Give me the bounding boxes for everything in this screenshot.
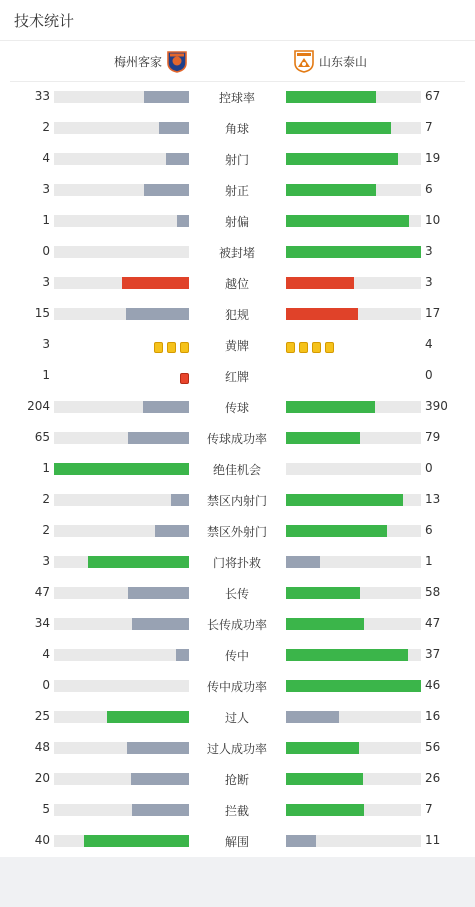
home-stat-value: 0: [42, 678, 50, 692]
away-stat-bar: [286, 618, 421, 630]
stat-label: 过人成功率: [206, 742, 267, 756]
home-stat-bar-fill: [127, 742, 189, 754]
away-stat-bar: [286, 91, 421, 103]
stat-label: 控球率: [218, 91, 255, 105]
stat-row: [0, 174, 475, 205]
home-stat-bar: [54, 277, 189, 289]
away-stat-value: 26: [425, 771, 441, 785]
home-stat-bar: [54, 494, 189, 506]
home-stat-bar-fill: [144, 184, 189, 196]
home-cards: [176, 369, 189, 383]
away-stat-bar: [286, 804, 421, 816]
away-stat-bar-fill: [286, 184, 376, 196]
stat-row: [0, 515, 475, 546]
stat-label: 越位: [224, 277, 249, 291]
stat-row: [0, 81, 475, 112]
stat-row: [0, 670, 475, 701]
stat-row: [0, 267, 475, 298]
home-stat-bar: [54, 618, 189, 630]
home-stat-value: 25: [34, 709, 50, 723]
stat-label: 传中: [224, 649, 249, 663]
away-stat-bar-fill: [286, 835, 316, 847]
away-stat-value: 17: [425, 306, 441, 320]
home-stat-bar: [54, 184, 189, 196]
stat-row: [0, 825, 475, 856]
away-stat-value: 19: [425, 151, 441, 165]
stat-row: [0, 577, 475, 608]
stat-label: 长传: [224, 587, 249, 601]
away-stat-value: 7: [425, 120, 433, 134]
stat-label: 传中成功率: [206, 680, 267, 694]
stat-label: 射偏: [224, 215, 249, 229]
away-stat-value: 3: [425, 244, 433, 258]
home-stat-bar: [54, 153, 189, 165]
away-stat-bar: [286, 246, 421, 258]
home-stat-bar-fill: [144, 91, 189, 103]
stat-row: [0, 701, 475, 732]
away-stat-value: 56: [425, 740, 441, 754]
yellow-card-icon: [312, 342, 321, 353]
stat-label: 射门: [224, 153, 249, 167]
yellow-card-icon: [167, 342, 176, 353]
panel-title: 技术统计: [14, 12, 75, 30]
away-stat-bar-fill: [286, 680, 421, 692]
home-stat-bar: [54, 91, 189, 103]
away-stat-bar: [286, 835, 421, 847]
home-stat-bar-fill: [132, 618, 189, 630]
away-stat-bar: [286, 742, 421, 754]
away-stat-value: 37: [425, 647, 441, 661]
stat-row: [0, 422, 475, 453]
stat-row: [0, 205, 475, 236]
stats-list: [0, 81, 475, 856]
away-stat-bar: [286, 711, 421, 723]
stat-row: [0, 484, 475, 515]
home-stat-value: 3: [42, 182, 50, 196]
away-stat-bar: [286, 432, 421, 444]
away-stat-bar: [286, 773, 421, 785]
home-stat-bar: [54, 804, 189, 816]
away-stat-bar: [286, 277, 421, 289]
home-stat-bar-fill: [143, 401, 189, 413]
home-stat-value: 47: [34, 585, 50, 599]
away-stat-bar-fill: [286, 277, 354, 289]
away-stat-value: 7: [425, 802, 433, 816]
yellow-card-icon: [299, 342, 308, 353]
stat-label: 抢断: [224, 773, 249, 787]
away-stat-bar-fill: [286, 711, 339, 723]
away-stat-bar: [286, 122, 421, 134]
home-stat-bar-fill: [171, 494, 189, 506]
home-stat-value: 204: [27, 399, 50, 413]
stat-row: [0, 391, 475, 422]
away-stat-bar-fill: [286, 804, 364, 816]
away-stat-value: 390: [425, 399, 448, 413]
home-stat-bar-fill: [177, 215, 189, 227]
away-stat-value: 0: [425, 368, 433, 382]
away-stat-bar: [286, 215, 421, 227]
home-stat-bar-fill: [132, 804, 189, 816]
stat-label: 红牌: [224, 370, 249, 384]
away-stat-bar: [286, 525, 421, 537]
home-stat-bar: [54, 246, 189, 258]
home-stat-value: 0: [42, 244, 50, 258]
stat-row: [0, 608, 475, 639]
stat-row: [0, 732, 475, 763]
home-stat-value: 4: [42, 647, 50, 661]
home-stat-bar: [54, 432, 189, 444]
teams-header: [0, 41, 475, 81]
home-stat-bar: [54, 215, 189, 227]
stat-label: 禁区外射门: [206, 525, 267, 539]
home-stat-bar: [54, 401, 189, 413]
home-stat-bar-fill: [159, 122, 189, 134]
home-stat-value: 3: [42, 554, 50, 568]
home-stat-bar: [54, 773, 189, 785]
home-stat-value: 3: [42, 337, 50, 351]
stat-label: 过人: [224, 711, 249, 725]
home-stat-bar: [54, 463, 189, 475]
home-stat-value: 34: [34, 616, 50, 630]
home-stat-bar-fill: [84, 835, 189, 847]
away-stat-value: 58: [425, 585, 441, 599]
home-stat-bar-fill: [131, 773, 189, 785]
yellow-card-icon: [180, 342, 189, 353]
stat-label: 绝佳机会: [212, 463, 261, 477]
home-stat-value: 2: [42, 120, 50, 134]
away-stat-value: 6: [425, 523, 433, 537]
away-stat-value: 67: [425, 89, 441, 103]
stat-row: [0, 236, 475, 267]
home-stat-bar-fill: [155, 525, 189, 537]
stat-row: [0, 112, 475, 143]
meizhou-hakka-logo-icon: [166, 49, 188, 73]
home-stat-value: 33: [34, 89, 50, 103]
home-stat-value: 20: [34, 771, 50, 785]
yellow-card-icon: [286, 342, 295, 353]
away-stat-bar-fill: [286, 153, 398, 165]
home-stat-bar: [54, 711, 189, 723]
stat-label: 长传成功率: [206, 618, 267, 632]
away-team-name: 山东泰山: [319, 55, 368, 69]
shandong-taishan-logo-icon: [293, 49, 315, 73]
stat-label: 解围: [224, 835, 249, 849]
home-stat-bar: [54, 587, 189, 599]
away-stat-bar-fill: [286, 246, 421, 258]
stat-label: 射正: [224, 184, 249, 198]
away-stat-bar-fill: [286, 308, 358, 320]
home-stat-bar: [54, 742, 189, 754]
stat-label: 黄牌: [224, 339, 249, 353]
away-stat-bar: [286, 184, 421, 196]
home-stat-bar-fill: [88, 556, 189, 568]
home-stat-bar-fill: [107, 711, 189, 723]
stat-row: [0, 763, 475, 794]
home-cards: [150, 338, 189, 352]
home-stat-value: 5: [42, 802, 50, 816]
away-stat-bar-fill: [286, 91, 376, 103]
away-stat-value: 6: [425, 182, 433, 196]
stat-row: [0, 639, 475, 670]
home-stat-value: 15: [34, 306, 50, 320]
stat-row: [0, 298, 475, 329]
away-stat-value: 16: [425, 709, 441, 723]
home-stat-bar: [54, 680, 189, 692]
home-stat-value: 65: [34, 430, 50, 444]
home-stat-value: 2: [42, 523, 50, 537]
stat-row: [0, 453, 475, 484]
home-stat-value: 1: [42, 213, 50, 227]
stat-label: 禁区内射门: [206, 494, 267, 508]
stat-row: [0, 143, 475, 174]
home-stat-value: 4: [42, 151, 50, 165]
red-card-icon: [180, 373, 189, 384]
stat-label: 传球成功率: [206, 432, 267, 446]
away-stat-bar-fill: [286, 525, 387, 537]
home-stat-value: 1: [42, 461, 50, 475]
away-stat-bar-fill: [286, 122, 391, 134]
home-stat-value: 2: [42, 492, 50, 506]
away-stat-bar-fill: [286, 556, 320, 568]
away-stat-value: 11: [425, 833, 441, 847]
home-stat-bar: [54, 308, 189, 320]
stat-label: 拦截: [224, 804, 249, 818]
away-stat-bar: [286, 153, 421, 165]
stat-row: [0, 794, 475, 825]
away-stat-value: 1: [425, 554, 433, 568]
away-stat-bar-fill: [286, 215, 409, 227]
home-stat-bar-fill: [166, 153, 189, 165]
home-stat-bar: [54, 525, 189, 537]
home-stat-bar-fill: [128, 587, 189, 599]
home-stat-value: 1: [42, 368, 50, 382]
stat-label: 传球: [224, 401, 249, 415]
stat-row: [0, 546, 475, 577]
away-stat-bar: [286, 680, 421, 692]
home-stat-value: 48: [34, 740, 50, 754]
away-stat-value: 3: [425, 275, 433, 289]
away-stat-bar-fill: [286, 494, 403, 506]
away-stat-value: 10: [425, 213, 441, 227]
home-stat-value: 3: [42, 275, 50, 289]
away-stat-value: 79: [425, 430, 441, 444]
yellow-card-icon: [325, 342, 334, 353]
away-stat-bar: [286, 401, 421, 413]
stat-label: 犯规: [224, 308, 249, 322]
away-stat-bar-fill: [286, 649, 408, 661]
away-stat-bar-fill: [286, 401, 375, 413]
away-stat-bar: [286, 308, 421, 320]
away-stat-bar: [286, 556, 421, 568]
home-stat-bar-fill: [126, 308, 189, 320]
stat-row: [0, 329, 475, 360]
away-stat-bar: [286, 649, 421, 661]
away-stat-bar-fill: [286, 618, 364, 630]
away-stat-bar: [286, 587, 421, 599]
stat-label: 角球: [224, 122, 249, 136]
home-stat-bar: [54, 649, 189, 661]
stat-label: 被封堵: [218, 246, 255, 260]
home-stat-bar: [54, 122, 189, 134]
away-stat-value: 4: [425, 337, 433, 351]
home-stat-bar: [54, 835, 189, 847]
home-stat-bar-fill: [122, 277, 190, 289]
away-stat-bar-fill: [286, 742, 359, 754]
home-stat-bar-fill: [176, 649, 190, 661]
home-stat-bar-fill: [54, 463, 189, 475]
home-team-name: 梅州客家: [113, 55, 162, 69]
yellow-card-icon: [154, 342, 163, 353]
stat-row: [0, 360, 475, 391]
home-stat-bar-fill: [128, 432, 189, 444]
away-stat-value: 47: [425, 616, 441, 630]
away-stat-bar: [286, 494, 421, 506]
away-stat-value: 0: [425, 461, 433, 475]
home-stat-bar: [54, 556, 189, 568]
away-cards: [286, 338, 338, 352]
home-stat-value: 40: [34, 833, 50, 847]
away-stat-bar-fill: [286, 773, 363, 785]
away-stat-bar-fill: [286, 587, 360, 599]
away-stat-bar: [286, 463, 421, 475]
away-stat-value: 46: [425, 678, 441, 692]
away-stat-value: 13: [425, 492, 441, 506]
away-stat-bar-fill: [286, 432, 360, 444]
stat-label: 门将扑救: [212, 556, 261, 570]
